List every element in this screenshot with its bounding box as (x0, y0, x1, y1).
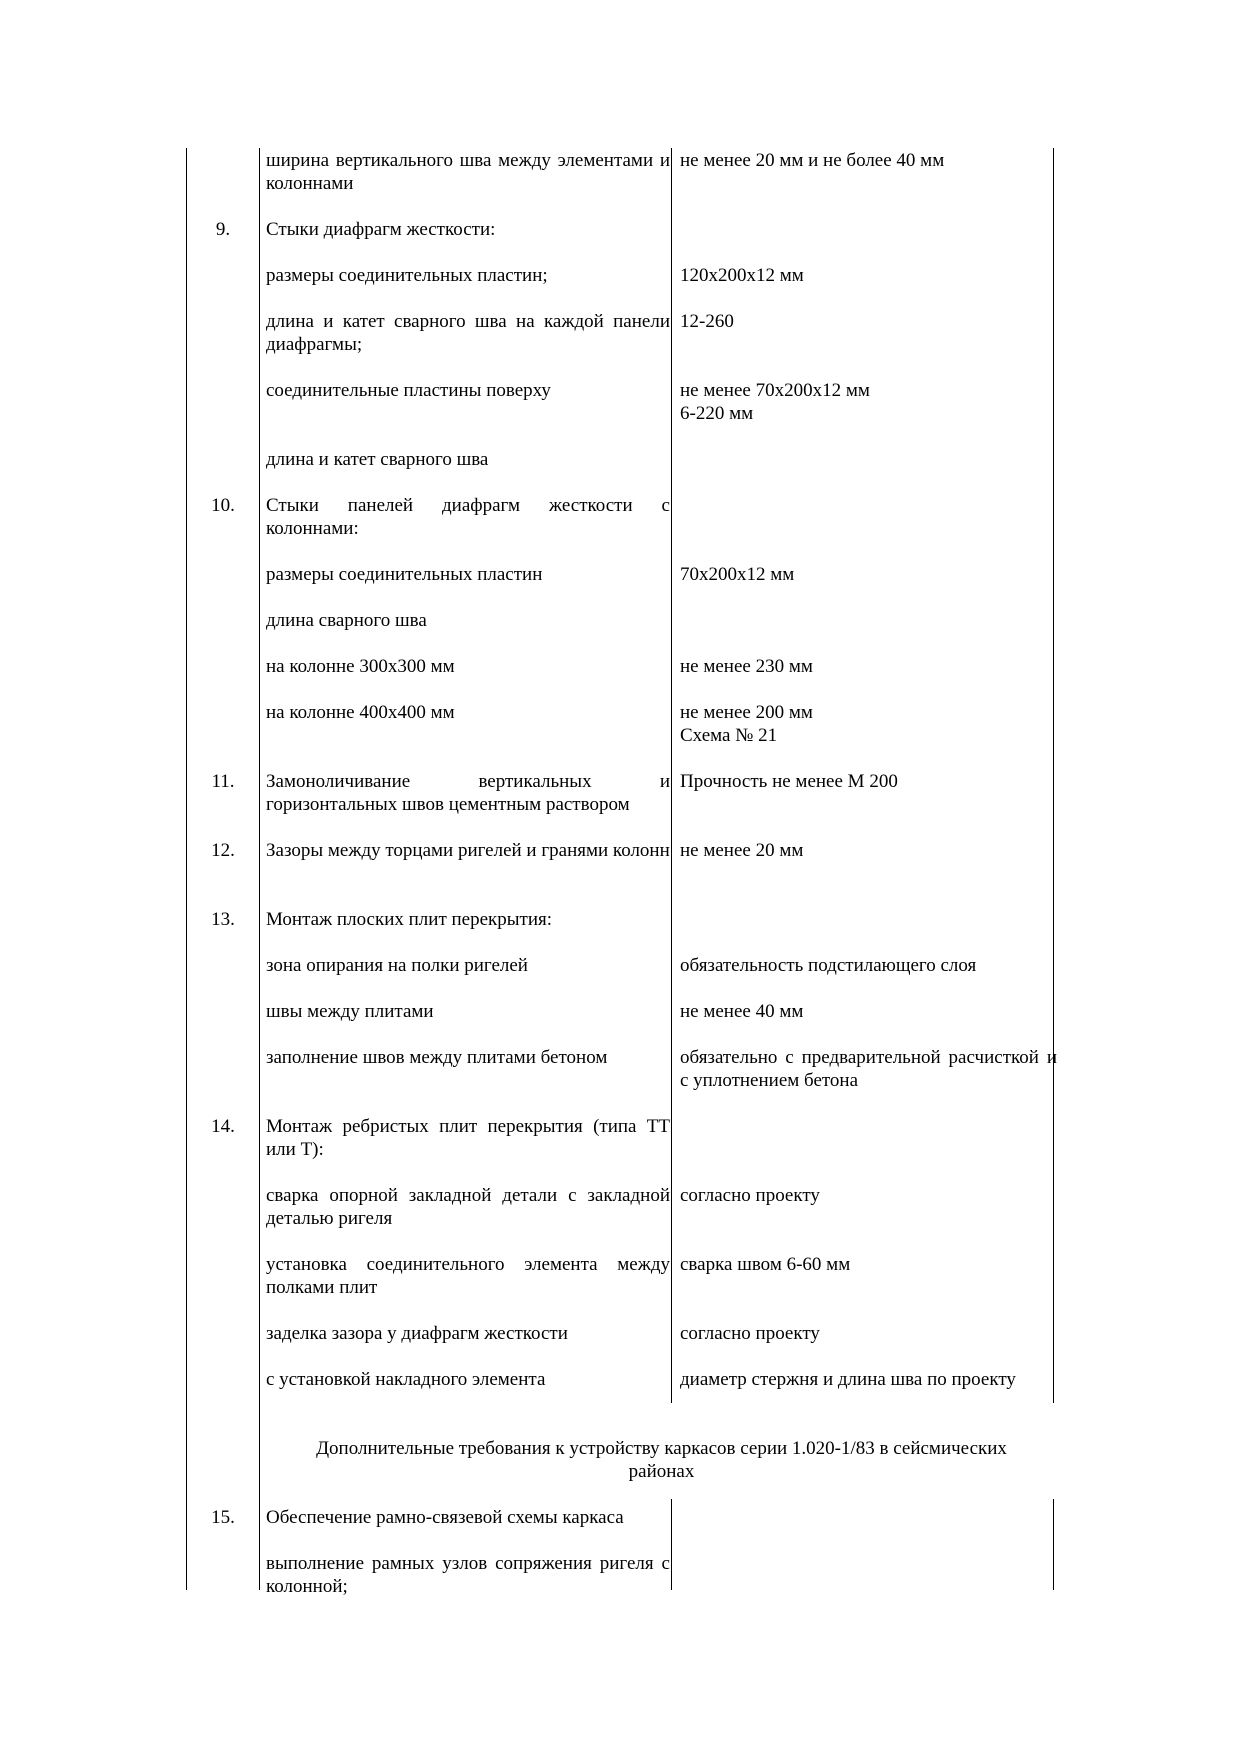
requirement-text: ширина вертикального шва между элементами и колоннами (266, 150, 670, 194)
requirement-value-line: 6-220 мм (680, 403, 754, 424)
requirement-text: с установкой накладного элемента (266, 1369, 546, 1390)
requirement-text: установка соединительного элемента между полками плит (266, 1254, 670, 1298)
requirement-value: не менее 40 мм (680, 1001, 804, 1022)
requirement-value: не менее 230 мм (680, 656, 813, 677)
requirement-text: выполнение рамных узлов сопряжения ригеля с колонной; (266, 1553, 670, 1597)
requirement-text: Монтаж плоских плит перекрытия: (266, 909, 553, 930)
requirement-value-line: не менее 200 мм (680, 702, 813, 723)
section-heading-line: районах (628, 1461, 695, 1482)
requirement-value: обязательность подстилающего слоя (680, 955, 977, 976)
requirement-value: согласно проекту (680, 1185, 820, 1206)
requirement-value: не менее 20 мм (680, 840, 804, 861)
requirement-text: размеры соединительных пластин; (266, 265, 548, 286)
table-border-right-lower (1053, 1499, 1054, 1590)
requirement-text: Обеспечение рамно-связевой схемы каркаса (266, 1507, 624, 1528)
item-number: 10. (211, 495, 235, 516)
requirement-value-line: не менее 70х200х12 мм (680, 380, 870, 401)
requirement-text: длина сварного шва (266, 610, 427, 631)
requirement-text: зона опирания на полки ригелей (266, 955, 528, 976)
item-number: 15. (211, 1507, 235, 1528)
requirement-text: длина и катет сварного шва на каждой панели диафрагмы; (266, 311, 670, 355)
requirement-text: размеры соединительных пластин (266, 564, 543, 585)
item-number: 13. (211, 909, 235, 930)
requirement-value: обязательно с предварительной расчисткой и с уплотнением бетона (680, 1047, 1057, 1091)
item-number: 11. (211, 771, 235, 792)
item-number: 9. (215, 219, 231, 240)
requirement-value: Прочность не менее М 200 (680, 771, 898, 792)
table-divider-col2 (671, 148, 672, 1403)
requirement-value: 12-260 (680, 311, 734, 332)
requirement-text: Зазоры между торцами ригелей и гранями колонн (266, 840, 670, 861)
requirement-text: Стыки панелей диафрагм жесткости с колоннами: (266, 495, 670, 539)
table-divider-num (259, 148, 260, 1590)
requirement-text: длина и катет сварного шва (266, 449, 489, 470)
item-number: 14. (211, 1116, 235, 1137)
requirement-text: на колонне 300х300 мм (266, 656, 455, 677)
requirement-text: заполнение швов между плитами бетоном (266, 1047, 608, 1068)
requirement-value: не менее 20 мм и не более 40 мм (680, 150, 945, 171)
requirement-text: заделка зазора у диафрагм жесткости (266, 1323, 568, 1344)
requirement-value: 70х200х12 мм (680, 564, 795, 585)
requirement-text: Замоноличивание вертикальных и горизонтальных швов цементным раствором (266, 771, 670, 815)
requirement-value: сварка швом 6-60 мм (680, 1254, 851, 1275)
requirement-value: 120х200х12 мм (680, 265, 804, 286)
requirement-text: соединительные пластины поверху (266, 380, 551, 401)
requirement-value (680, 701, 1057, 747)
table-border-left (186, 148, 187, 1590)
requirement-text: Стыки диафрагм жесткости: (266, 219, 496, 240)
requirement-value: согласно проекту (680, 1323, 820, 1344)
requirement-value-line: Схема № 21 (680, 725, 778, 746)
section-heading-line: Дополнительные требования к устройству каркасов серии 1.020-1/83 в сейсмических (316, 1438, 1007, 1459)
requirement-value: диаметр стержня и длина шва по проекту (680, 1369, 1016, 1390)
item-number: 12. (211, 840, 235, 861)
requirement-value (680, 379, 1057, 425)
requirement-text: на колонне 400х400 мм (266, 702, 455, 723)
requirement-text: швы между плитами (266, 1001, 434, 1022)
table-divider-col2-lower (671, 1499, 672, 1590)
requirement-text: Монтаж ребристых плит перекрытия (типа ТТ или Т): (266, 1116, 670, 1160)
requirement-text: сварка опорной закладной детали с закладной деталью ригеля (266, 1185, 670, 1229)
